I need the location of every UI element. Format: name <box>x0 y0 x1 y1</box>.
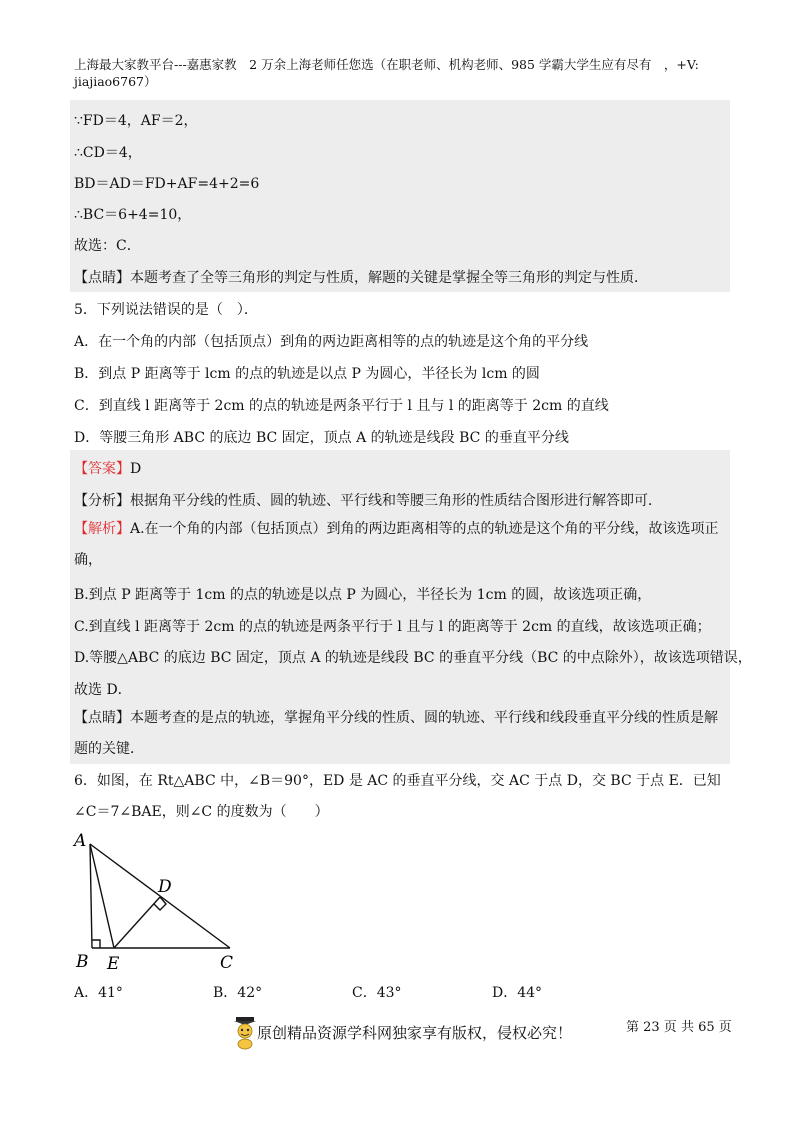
label-a: A <box>74 831 87 851</box>
dianjing-q5: 【点睛】本题考查的是点的轨迹，掌握角平分线的性质、圆的轨迹、平行线和线段垂直平分线的性质是解题的关键． <box>74 710 718 757</box>
label-c: C <box>220 953 234 970</box>
answer-tag: 【答案】 <box>74 461 130 477</box>
question-5-option-d: D．等腰三角形 ABC 的底边 BC 固定，顶点 A 的轨迹是线段 BC 的垂直平分线 <box>74 430 569 446</box>
triangle-figure <box>70 830 240 970</box>
page-number: 第 23 页 共 65 页 <box>626 1020 732 1035</box>
label-b: B <box>76 952 89 970</box>
question-5-stem: 5．下列说法错误的是（ ）． <box>74 302 258 318</box>
solution-line-5: 故选：C． <box>74 238 141 254</box>
label-e: E <box>107 954 120 970</box>
mascot-icon <box>232 1016 258 1050</box>
jiexi-c: C.到直线 l 距离等于 2cm 的点的轨迹是两条平行于 l 且与 l 的距离等于 2cm 的直线，故该选项正确； <box>74 619 711 635</box>
jiexi-tag: 【解析】 <box>74 521 130 537</box>
solution-line-2: ∴CD＝4， <box>74 145 142 161</box>
question-6-option-a: A．41° <box>74 985 123 1001</box>
answer-value: D <box>130 461 142 477</box>
copyright-footer: 原创精品资源学科网独家享有版权，侵权必究！ <box>257 1024 573 1042</box>
question-5-option-b: B．到点 P 距离等于 lcm 的点的轨迹是以点 P 为圆心，半径长为 lcm 的圆 <box>74 366 540 382</box>
choose-line: 故选 D． <box>74 682 132 698</box>
question-5-option-c: C．到直线 l 距离等于 2cm 的点的轨迹是两条平行于 l 且与 l 的距离等于 2cm 的直线 <box>74 398 609 414</box>
analysis-line: 【分析】根据角平分线的性质、圆的轨迹、平行线和等腰三角形的性质结合图形进行解答即可． <box>74 493 662 509</box>
jiexi-d: D.等腰△ABC 的底边 BC 固定，顶点 A 的轨迹是线段 BC 的垂直平分线（BC 的中点除外），故该选项错误， <box>74 650 752 666</box>
solution-line-3: BD＝AD＝FD+AF=4+2=6 <box>74 176 260 192</box>
jiexi-a-text: A.在一个角的内部（包括顶点）到角的两边距离相等的点的轨迹是这个角的平分线，故该选项正确， <box>74 521 719 568</box>
question-6-stem: 6．如图，在 Rt△ABC 中，∠B＝90°，ED 是 AC 的垂直平分线，交 AC 于点 D，交 BC 于点 E．已知∠C＝7∠BAE，则∠C 的度数为（ ） <box>74 773 721 820</box>
jiexi-a <box>74 514 726 576</box>
jiexi-b: B.到点 P 距离等于 1cm 的点的轨迹是以点 P 为圆心，半径长为 1cm 的圆，故该选项正确， <box>74 587 652 603</box>
solution-line-4: ∴BC＝6+4=10， <box>74 207 192 223</box>
question-6-option-b: B．42° <box>213 985 263 1001</box>
question-6-option-d: D．44° <box>492 985 543 1001</box>
label-d: D <box>158 877 172 897</box>
question-5-option-a: A．在一个角的内部（包括顶点）到角的两边距离相等的点的轨迹是这个角的平分线 <box>74 334 589 350</box>
answer-line <box>74 458 141 478</box>
question-6-option-c: C．43° <box>352 985 402 1001</box>
solution-line-1: ∵FD＝4，AF＝2， <box>74 113 198 129</box>
page-header: 上海最大家教平台---嘉惠家教 2 万余上海老师任您选（在职老师、机构老师、985 学霸大学生应有尽有 ，+V: jiajiao6767） <box>74 57 699 89</box>
dianjing-line: 【点睛】本题考查了全等三角形的判定与性质，解题的关键是掌握全等三角形的判定与性质． <box>74 270 648 286</box>
